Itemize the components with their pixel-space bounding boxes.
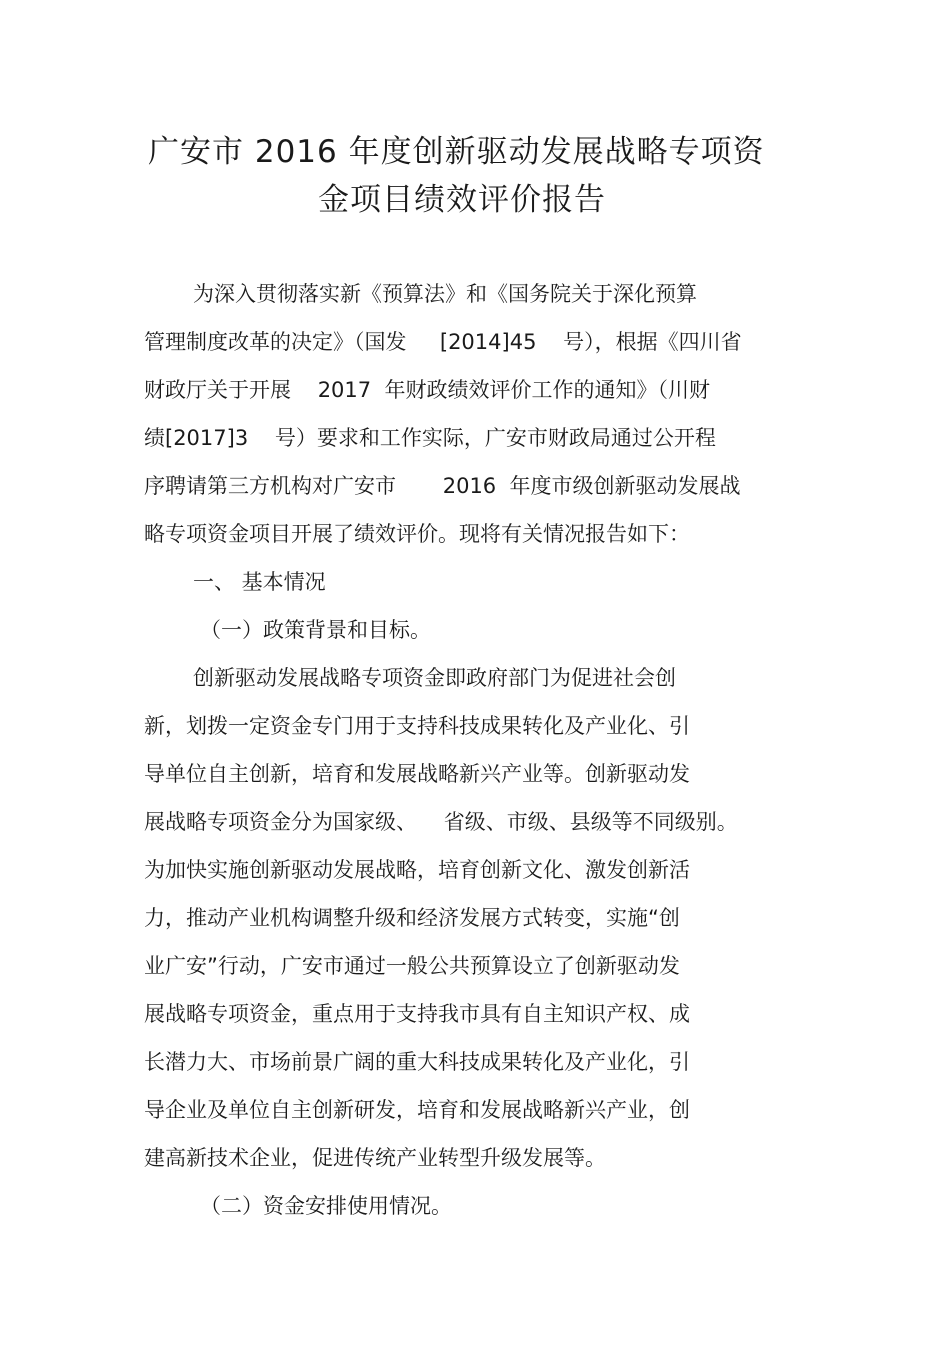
body-line: 新，划拨一定资金专门用于支持科技成果转化及产业化、引 <box>144 714 690 738</box>
body-line: 财政厅关于开展 2017 年财政绩效评价工作的通知》（川财 <box>144 378 710 402</box>
body-line: 力，推动产业机构调整升级和经济发展方式转变，实施“创 <box>144 906 680 930</box>
body-line: 长潜力大、市场前景广阔的重大科技成果转化及产业化，引 <box>144 1050 690 1074</box>
body-line: 创新驱动发展战略专项资金即政府部门为促进社会创 <box>193 666 676 690</box>
body-line: 导单位自主创新，培育和发展战略新兴产业等。创新驱动发 <box>144 762 690 786</box>
body-line: 为深入贯彻落实新《预算法》和《国务院关于深化预算 <box>193 282 697 306</box>
document-title-line-1: 广安市 2016 年度创新驱动发展战略专项资 <box>148 134 765 170</box>
body-line: 序聘请第三方机构对广安市 2016 年度市级创新驱动发展战 <box>144 474 741 498</box>
body-line: 为加快实施创新驱动发展战略，培育创新文化、激发创新活 <box>144 858 690 882</box>
body-line: 略专项资金项目开展了绩效评价。现将有关情况报告如下： <box>144 522 690 546</box>
body-line: 绩[2017]3 号）要求和工作实际，广安市财政局通过公开程 <box>144 426 716 450</box>
body-line: 建高新技术企业，促进传统产业转型升级发展等。 <box>144 1146 606 1170</box>
body-line: 展战略专项资金分为国家级、 省级、市级、县级等不同级别。 <box>144 810 738 834</box>
body-line: 业广安”行动，广安市通过一般公共预算设立了创新驱动发 <box>144 954 680 978</box>
body-line: 展战略专项资金，重点用于支持我市具有自主知识产权、成 <box>144 1002 690 1026</box>
section-heading: 一、 基本情况 <box>193 570 326 594</box>
subsection-heading: （二）资金安排使用情况。 <box>200 1194 452 1218</box>
body-line: 管理制度改革的决定》（国发 [2014]45 号），根据《四川省 <box>144 330 742 354</box>
subsection-heading: （一）政策背景和目标。 <box>200 618 431 642</box>
body-line: 导企业及单位自主创新研发，培育和发展战略新兴产业，创 <box>144 1098 690 1122</box>
document-title-line-2: 金项目绩效评价报告 <box>318 182 606 218</box>
